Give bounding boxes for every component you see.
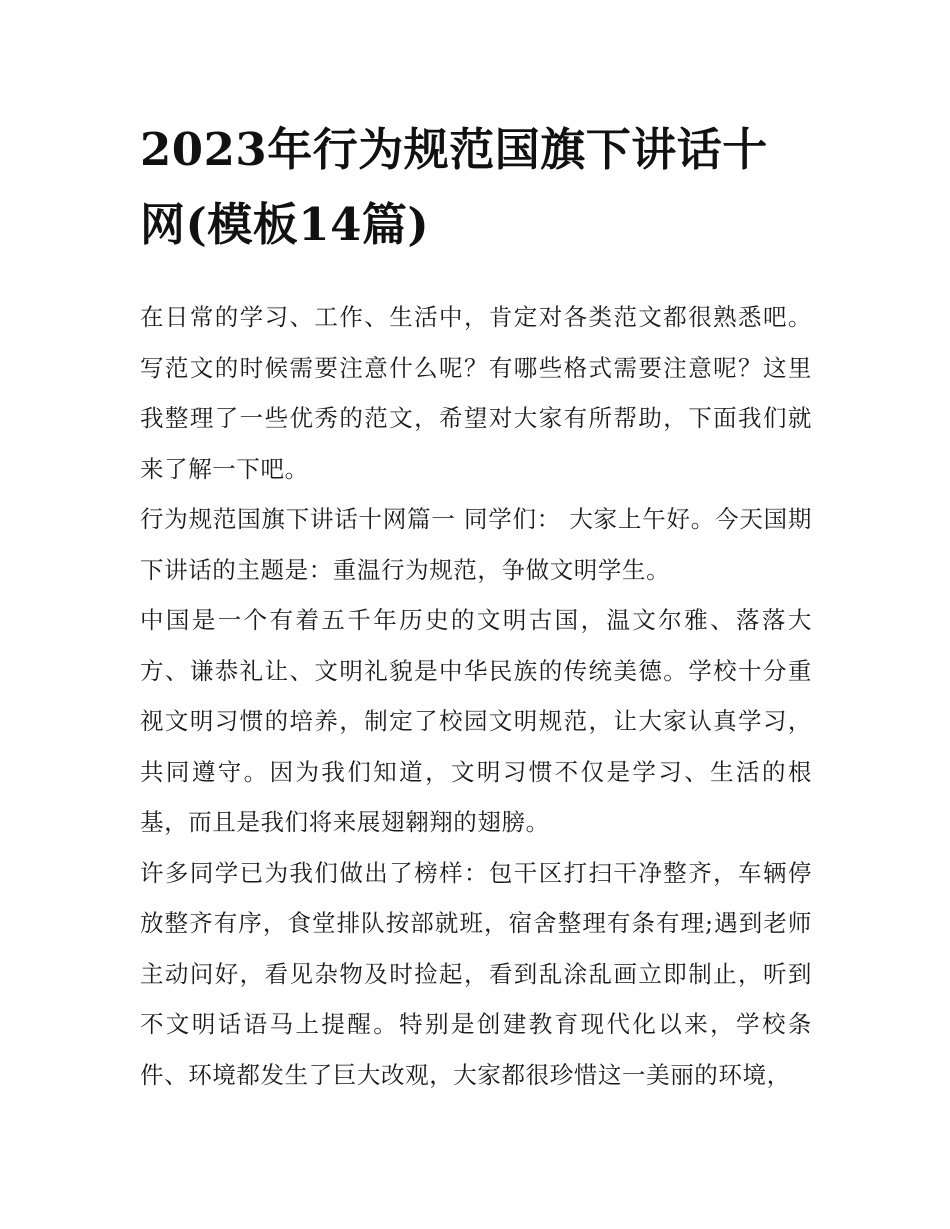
- document-title: 2023年行为规范国旗下讲话十网(模板14篇): [140, 123, 768, 251]
- paragraph-civilization: 中国是一个有着五千年历史的文明古国，温文尔雅、落落大方、谦恭礼让、文明礼貌是中华民族的传统美德。学校十分重视文明习惯的培养，制定了校园文明规范，让大家认真学习，共同遵守。因为我们知道，文明习惯不仅是学习、生活的根基，而且是我们将来展翅翱翔的翅膀。: [140, 606, 812, 836]
- paragraph-examples: 许多同学已为我们做出了榜样：包干区打扫干净整齐，车辆停放整齐有序，食堂排队按部就班，宿舍整理有条有理;遇到老师主动问好，看见杂物及时捡起，看到乱涂乱画立即制止，听到不文明话语马上提醒。特别是创建教育现代化以来，学校条件、环境都发生了巨大改观，大家都很珍惜这一美丽的环境，: [140, 858, 812, 1089]
- document-page: [140, 112, 812, 1100]
- document-body: [140, 292, 812, 1100]
- paragraph-intro: 在日常的学习、工作、生活中，肯定对各类范文都很熟悉吧。写范文的时候需要注意什么呢？有哪些格式需要注意呢？这里我整理了一些优秀的范文，希望对大家有所帮助，下面我们就来了解一下吧。: [140, 303, 812, 483]
- paragraph-greeting: 行为规范国旗下讲话十网篇一 同学们： 大家上午好。今天国期下讲话的主题是：重温行为规范，争做文明学生。: [140, 505, 812, 584]
